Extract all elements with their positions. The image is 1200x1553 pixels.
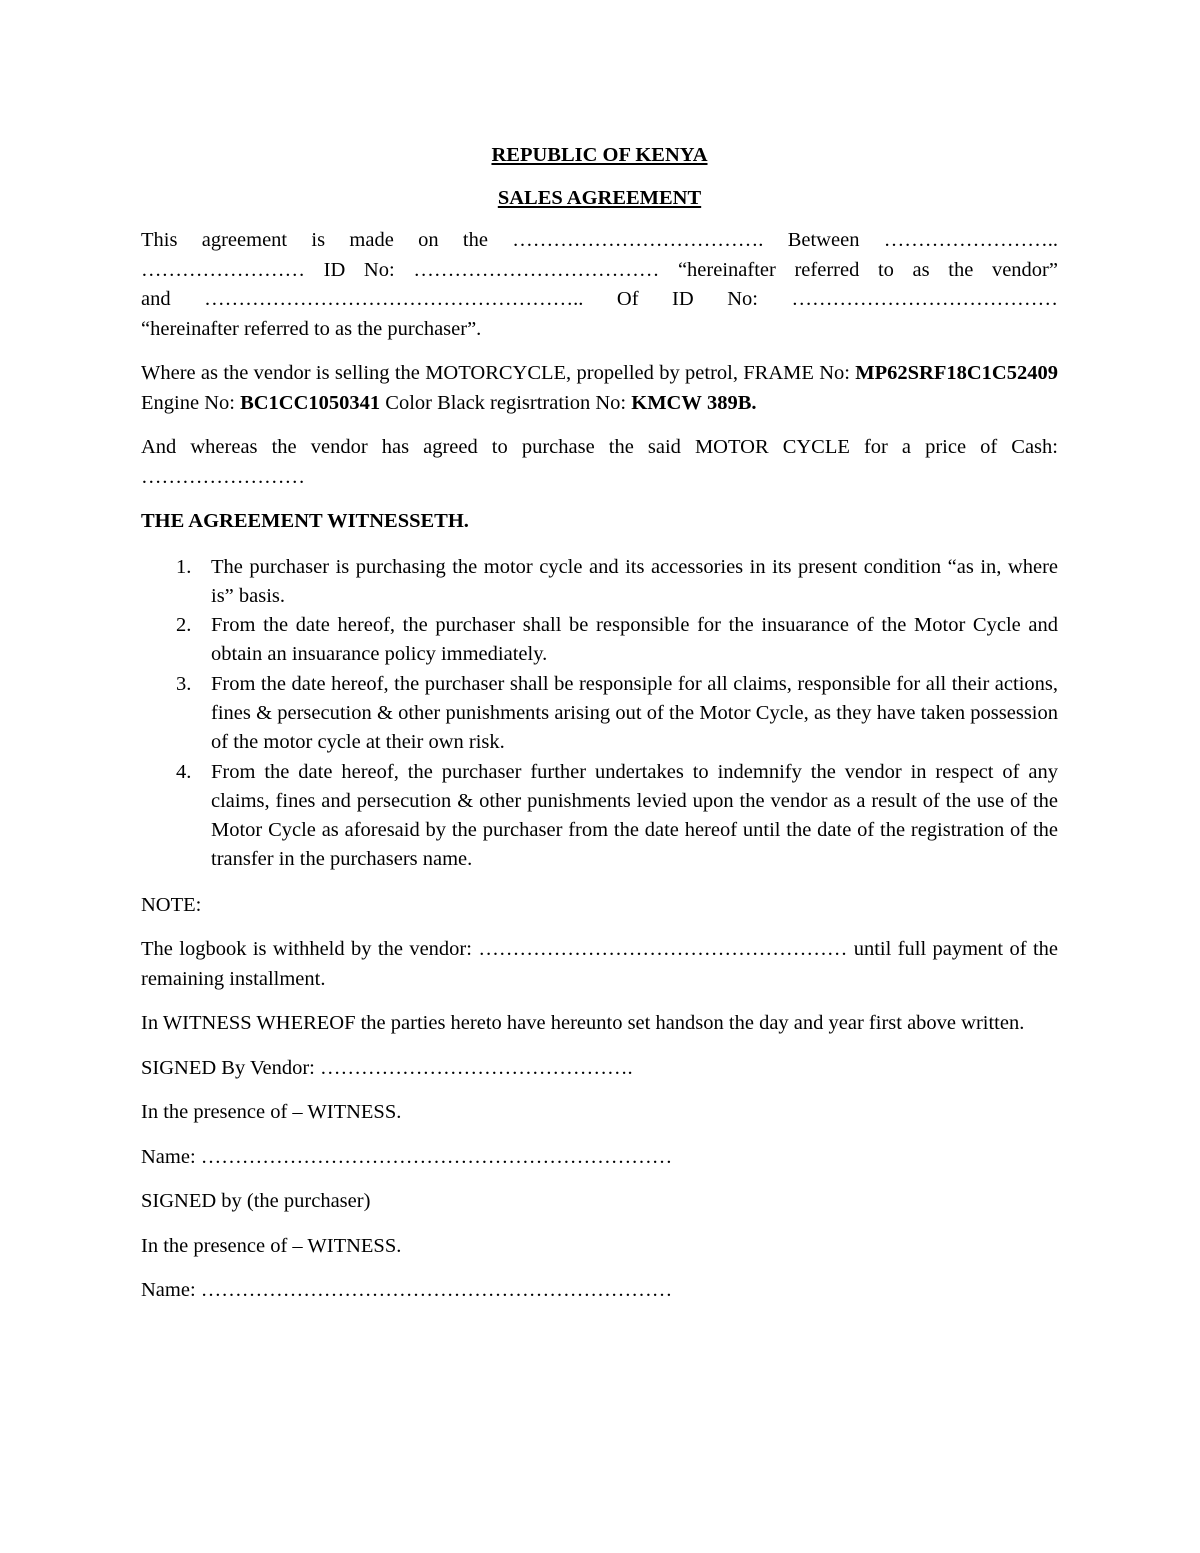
witness-name-line-1: Name: ……………………………………………………………: [141, 1145, 673, 1168]
term-number: 3.: [176, 672, 192, 695]
logbook-paragraph: The logbook is withheld by the vendor: ……………………………………………… until full payment of the remaining installment.: [141, 938, 1058, 990]
intro-line-4: “hereinafter referred to as the purchaser”.: [141, 317, 482, 340]
whereas-text-2: Engine No:: [141, 391, 241, 414]
term-text: From the date hereof, the purchaser shall be responsiple for all claims, responsible for all their actions, fines & persecution & other punishments arising out of the Motor Cycle, as they have taken possession of the motor cycle at their own risk.: [211, 672, 1058, 754]
term-text: From the date hereof, the purchaser further undertakes to indemnify the vendor in respect of any claims, fines and persecution & other punishments levied upon the vendor as a result of the use of the Motor Cycle as aforesaid by the purchaser from the date hereof until the date of the registration of the transfer in the purchasers name.: [211, 760, 1058, 871]
price-blank: ……………………: [141, 465, 305, 488]
intro-paragraph: [141, 226, 1058, 344]
presence-witness-1: In the presence of – WITNESS.: [141, 1101, 402, 1124]
term-number: 2.: [176, 614, 192, 637]
whereas-text-1: Where as the vendor is selling the MOTORCYCLE, propelled by petrol, FRAME No:: [141, 362, 850, 384]
list-item: [141, 758, 1058, 875]
price-paragraph: [141, 433, 1058, 492]
engine-number: BC1CC1050341: [240, 391, 381, 414]
list-item: [141, 611, 1058, 670]
whereas-text-3: Color Black regisrtration No:: [380, 391, 632, 414]
document-title: REPUBLIC OF KENYA: [491, 144, 708, 166]
term-text: The purchaser is purchasing the motor cycle and its accessories in its present condition “as in, where is” basis.: [211, 555, 1058, 607]
term-number: 1.: [176, 555, 192, 578]
term-text: From the date hereof, the purchaser shall be responsible for the insuarance of the Motor Cycle and obtain an insuarance policy immediately.: [211, 614, 1058, 666]
note-label: NOTE:: [141, 893, 202, 916]
whereas-paragraph: [141, 359, 1058, 418]
sales-agreement-document: [141, 140, 1058, 1321]
signed-vendor-line: SIGNED By Vendor: ……………………………………….: [141, 1056, 633, 1079]
intro-line-2: …………………… ID No: ……………………………… “hereinafter referred to as the vendor”: [141, 258, 1058, 281]
term-number: 4.: [176, 760, 192, 783]
list-item: [141, 670, 1058, 758]
document-subtitle: SALES AGREEMENT: [497, 187, 702, 209]
witness-whereof-paragraph: In WITNESS WHEREOF the parties hereto have hereunto set handson the day and year first above written.: [141, 1012, 1025, 1035]
signed-purchaser-line: SIGNED by (the purchaser): [141, 1190, 371, 1213]
registration-number-part-2: 389B.: [706, 391, 757, 414]
list-item: [141, 553, 1058, 612]
presence-witness-2: In the presence of – WITNESS.: [141, 1234, 402, 1257]
intro-line-1: This agreement is made on the ………………………………. Between ……………………..: [141, 229, 1058, 251]
frame-number: MP62SRF18C1C52409: [855, 362, 1058, 384]
registration-number-part-1: KMCW: [631, 391, 702, 414]
price-text: And whereas the vendor has agreed to purchase the said MOTOR CYCLE for a price of Cash:: [141, 436, 1058, 458]
intro-line-3: and ……………………………………………….. Of ID No: …………………………………: [141, 288, 1058, 310]
witness-name-line-2: Name: ……………………………………………………………: [141, 1279, 673, 1302]
witnesseth-heading: THE AGREEMENT WITNESSETH.: [141, 510, 469, 532]
terms-list: [141, 553, 1058, 875]
